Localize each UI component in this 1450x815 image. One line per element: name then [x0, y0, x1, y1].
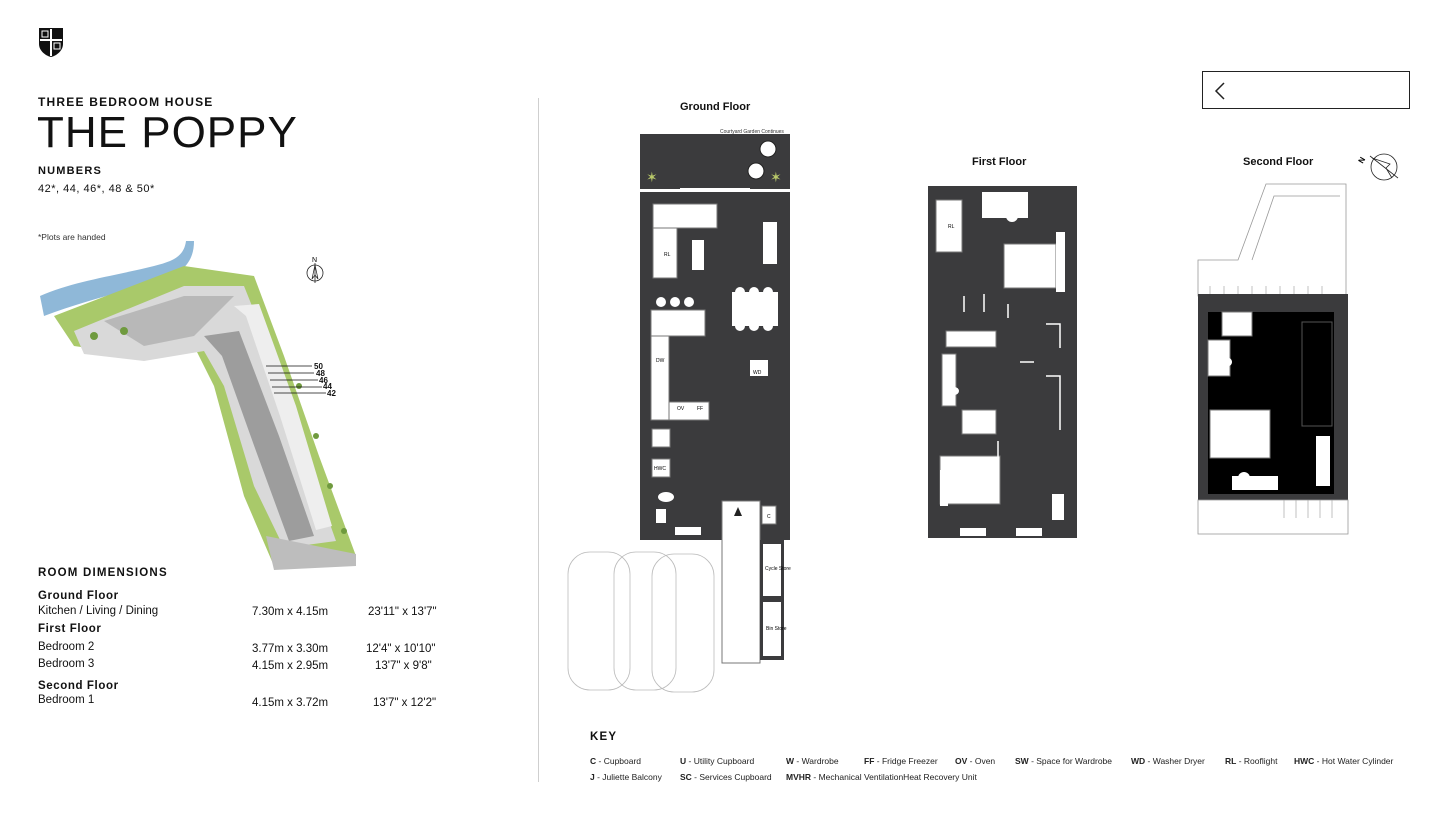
rl-label: RL: [948, 224, 955, 230]
numbers-value: 42*, 44, 46*, 48 & 50*: [38, 183, 155, 195]
key-item-rooflight: RL - Rooflight: [1225, 756, 1278, 766]
ground-floor-label: Ground Floor: [680, 101, 751, 113]
room-metric: 3.77m x 3.30m: [252, 643, 329, 655]
room-name: Bedroom 1: [38, 694, 95, 706]
svg-text:✶: ✶: [646, 169, 658, 185]
room-name: Bedroom 2: [38, 641, 95, 653]
key-item-services-cupboard: SC - Services Cupboard: [680, 772, 772, 782]
room-metric: 7.30m x 4.15m: [252, 606, 329, 618]
plots-note: *Plots are handed: [38, 232, 106, 242]
ov-label: OV: [677, 406, 685, 412]
room-name: Bedroom 3: [38, 658, 95, 670]
second-floor-label: Second Floor: [1243, 156, 1314, 168]
first-floor-label: First Floor: [972, 156, 1027, 168]
plot-label-44: 44: [323, 382, 332, 391]
key-item-utility: U - Utility Cupboard: [680, 756, 755, 766]
north-label: N: [312, 257, 318, 264]
north-arrow-icon: [302, 254, 328, 286]
shield-logo-icon: [38, 26, 64, 58]
room-imperial: 13'7" x 9'8": [375, 660, 432, 672]
dw-label: DW: [656, 358, 665, 364]
c-label: C: [767, 514, 771, 520]
key-item-washer-dryer: WD - Washer Dryer: [1131, 756, 1205, 766]
chevron-left-icon: [1213, 81, 1227, 101]
second-floor-plan: [1196, 182, 1350, 538]
wd-label: WD: [753, 370, 762, 376]
hwc-label: HWC: [654, 466, 666, 472]
plot-label-42: 42: [327, 389, 336, 398]
room-dimensions-title: ROOM DIMENSIONS: [38, 567, 168, 579]
room-metric: 4.15m x 3.72m: [252, 697, 329, 709]
key-item-mvhr: MVHR - Mechanical VentilationHeat Recovery Unit: [786, 772, 977, 782]
page-title: THE POPPY: [37, 108, 298, 157]
key-item-oven: OV - Oven: [955, 756, 996, 766]
key-item-cupboard: C - Cupboard: [590, 756, 642, 766]
key-item-hot-water-cylinder: HWC - Hot Water Cylinder: [1294, 756, 1394, 766]
key-item-space-for-wardrobe: SW - Space for Wardrobe: [1015, 756, 1113, 766]
compass-icon: [1356, 150, 1402, 184]
svg-text:✶: ✶: [770, 169, 782, 185]
garden-annotation: Courtyard Garden Continues: [720, 129, 784, 135]
ff-label: FF: [697, 406, 704, 412]
room-imperial: 12'4" x 10'10": [366, 643, 436, 655]
ground-floor-group-label: Ground Floor: [38, 590, 119, 602]
first-floor-plan: [928, 186, 1078, 540]
bin-store-label: Bin Store: [766, 626, 787, 632]
house-type-subtitle: THREE BEDROOM HOUSE: [38, 95, 214, 109]
back-button[interactable]: [1202, 71, 1410, 109]
plot-label-48: 48: [316, 369, 325, 378]
site-plan-map: [34, 236, 364, 576]
numbers-label: NUMBERS: [38, 165, 103, 177]
svg-text:N: N: [1356, 155, 1368, 165]
room-imperial: 23'11" x 13'7": [368, 606, 437, 618]
second-floor-group-label: Second Floor: [38, 680, 119, 692]
ground-floor-plan: [560, 124, 800, 694]
room-name: Kitchen / Living / Dining: [38, 605, 159, 617]
rl-label: RL: [664, 252, 671, 258]
section-divider: [538, 98, 539, 782]
room-imperial: 13'7" x 12'2": [373, 697, 437, 709]
key-title: KEY: [590, 731, 618, 743]
cycle-store-label: Cycle Store: [765, 566, 791, 572]
plot-label-46: 46: [319, 376, 328, 385]
room-metric: 4.15m x 2.95m: [252, 660, 329, 672]
key-item-juliette-balcony: J - Juliette Balcony: [590, 772, 662, 782]
plot-label-50: 50: [314, 362, 323, 371]
key-item-wardrobe: W - Wardrobe: [786, 756, 839, 766]
key-item-fridge-freezer: FF - Fridge Freezer: [864, 756, 938, 766]
first-floor-group-label: First Floor: [38, 623, 102, 635]
